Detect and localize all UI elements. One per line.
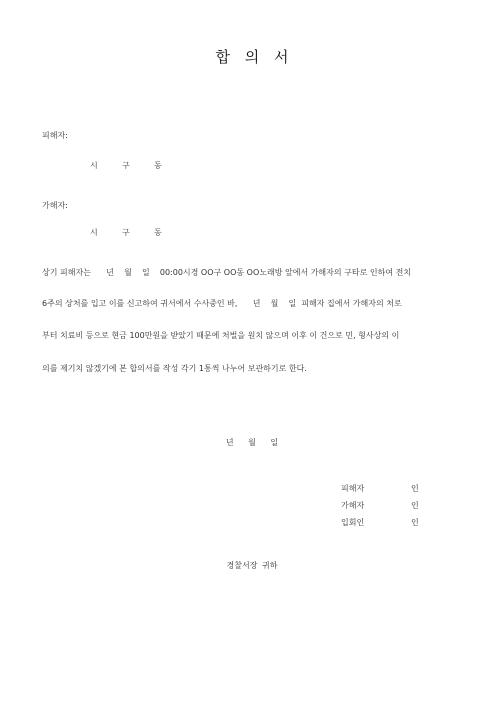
assailant-dong: 동: [154, 228, 162, 237]
assailant-city: 시: [90, 228, 98, 237]
body-line-1: 상기 피해자는 년 월 일 00:00시경 OO구 OO동 OO노래방 앞에서 가해자의 구타로 인하여 전치: [42, 268, 412, 277]
assailant-district: 구: [122, 228, 130, 237]
signature-victim: [341, 483, 419, 494]
agreement-date: 년 월 일: [225, 438, 279, 447]
victim-city: 시: [90, 161, 98, 170]
signature-seal: 인: [411, 518, 419, 527]
body-line-3: 부터 치료비 등으로 현금 100만원을 받았기 때문에 처벌을 원치 않으며 이후 이 건으로 민, 형사상의 이: [42, 331, 400, 340]
signature-assailant: [341, 500, 419, 511]
signature-seal: 인: [411, 484, 419, 493]
signature-role: 가해자: [341, 501, 365, 510]
victim-label: 피해자:: [42, 131, 68, 140]
addressee: 경찰서장 귀하: [226, 561, 278, 570]
signature-role: 입회인: [341, 518, 365, 527]
assailant-label: 가해자:: [42, 201, 68, 210]
body-line-2: 6주의 상처를 입고 이를 신고하여 귀서에서 수사중인 바, 년 월 일 피해자 집에서 가해자의 처로: [42, 299, 402, 308]
signature-witness: [341, 517, 419, 528]
victim-dong: 동: [154, 161, 162, 170]
victim-district: 구: [122, 161, 130, 170]
signature-seal: 인: [411, 501, 419, 510]
victim-address: [90, 160, 162, 171]
body-line-4: 의를 제기치 않겠기에 본 합의서를 작성 각기 1통씩 나누어 보관하기로 한다.: [42, 364, 307, 373]
document-title: 합 의 서: [215, 48, 289, 66]
assailant-address: [90, 227, 162, 238]
signature-role: 피해자: [341, 484, 365, 493]
